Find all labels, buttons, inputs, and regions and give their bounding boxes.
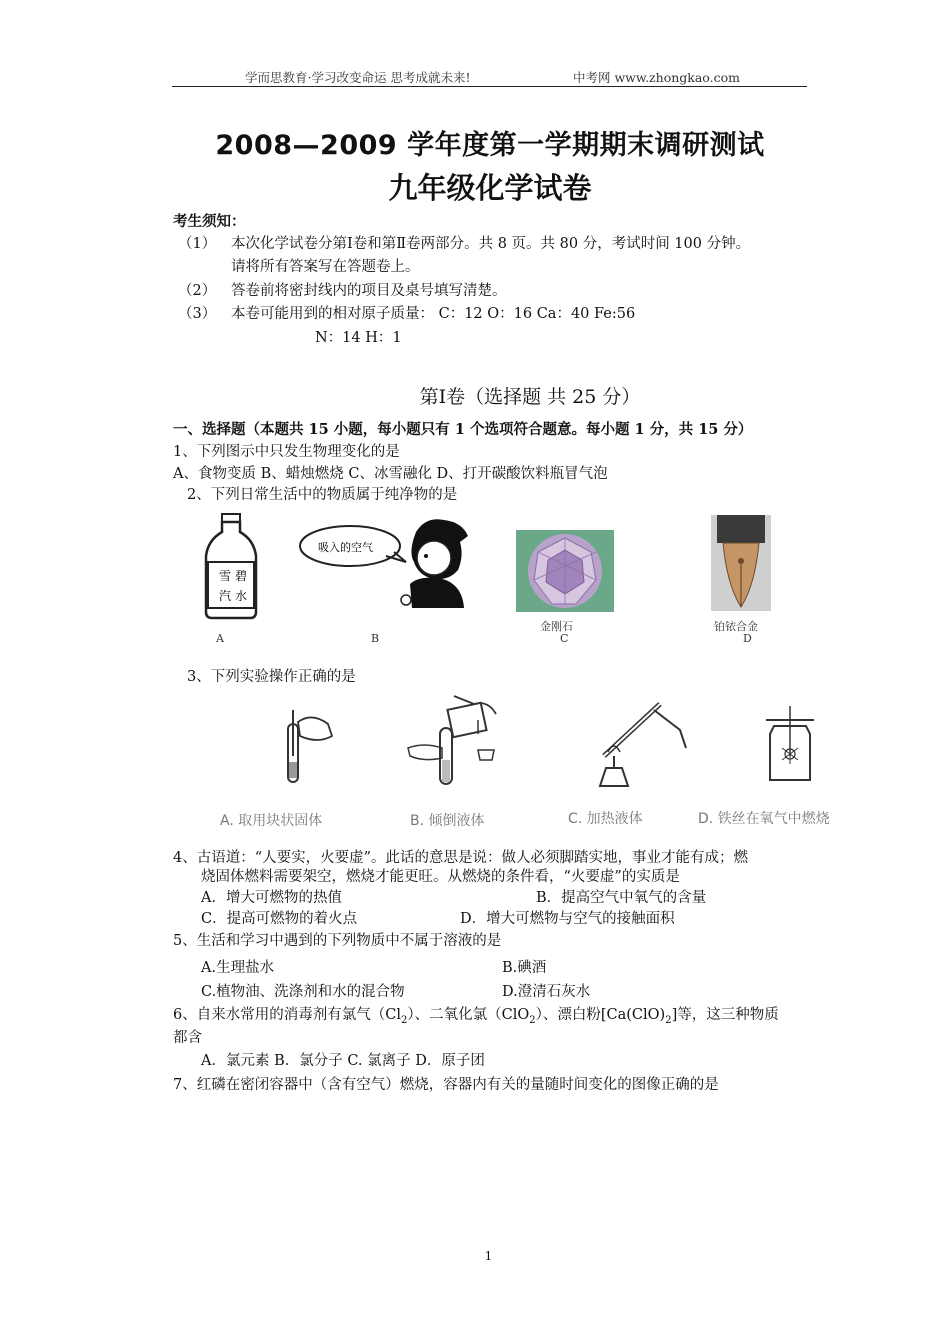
bottle-label-4: 水 bbox=[235, 589, 248, 603]
q2-stem: 2、下列日常生活中的物质属于纯净物的是 bbox=[187, 487, 458, 503]
notice-num-2: （2） bbox=[178, 283, 217, 299]
q6-stem bbox=[173, 1005, 779, 1031]
q4-option-c: C．提高可燃物的着火点 bbox=[201, 911, 358, 927]
q6-stem-c: ）、漂白粉[Ca(ClO) bbox=[535, 1007, 666, 1023]
q6-stem-d: ]等，这三种物质 bbox=[671, 1007, 779, 1023]
header-right-text: 中考网 www.zhongkao.com bbox=[573, 70, 740, 85]
q4-option-d: D．增大可燃物与空气的接触面积 bbox=[460, 911, 675, 927]
q5-stem: 5、生活和学习中遇到的下列物质中不属于溶液的是 bbox=[173, 933, 502, 949]
heat-liquid-picture bbox=[594, 696, 690, 792]
notice-num-3: （3） bbox=[178, 306, 217, 322]
q6-stem-cont: 都含 bbox=[173, 1030, 202, 1046]
part-heading: 一、选择题（本题共 15 小题，每小题只有 1 个选项符合题意。每小题 1 分，共 15 分） bbox=[173, 421, 753, 438]
q3-stem: 3、下列实验操作正确的是 bbox=[187, 669, 356, 685]
notice-text-1: 本次化学试卷分第Ⅰ卷和第Ⅱ卷两部分。共 8 页。共 80 分，考试时间 100 分钟。 bbox=[231, 236, 751, 252]
bottle-label-2: 碧 bbox=[235, 569, 248, 583]
pour-liquid-picture bbox=[404, 690, 504, 790]
header-divider bbox=[172, 86, 807, 87]
exam-title: 2008—2009 学年度第一学期期末调研测试 bbox=[215, 130, 765, 161]
q7-stem: 7、红磷在密闭容器中（含有空气）燃烧，容器内有关的量随时间变化的图像正确的是 bbox=[173, 1077, 719, 1093]
q6-sub-2: 2 bbox=[529, 1014, 536, 1026]
soda-bottle-picture bbox=[196, 512, 266, 620]
page-number: 1 bbox=[484, 1249, 493, 1263]
bottle-label-3: 汽 bbox=[219, 589, 232, 603]
q6-options: A．氯元素 B．氯分子 C. 氯离子 D．原子团 bbox=[201, 1053, 485, 1069]
q5-option-a: A.生理盐水 bbox=[201, 960, 275, 976]
q6-stem-b: ）、二氧化氯（ClO bbox=[407, 1007, 530, 1023]
q5-option-c: C.植物油、洗涤剂和水的混合物 bbox=[201, 984, 405, 1000]
q4-stem-cont: 烧固体燃料需要架空，燃烧才能更旺。从燃烧的条件看，“火要虚”的实质是 bbox=[201, 869, 680, 885]
q2-caption-a: A bbox=[216, 632, 224, 645]
q3-caption-b: B. 倾倒液体 bbox=[410, 813, 485, 829]
q6-sub-1: 2 bbox=[400, 1014, 408, 1026]
bubble-text: 吸入的空气 bbox=[318, 541, 373, 554]
notice-text-3: 本卷可能用到的相对原子质量： C：12 O：16 Ca：40 Fe:56 bbox=[231, 306, 636, 322]
q2-caption-c: C bbox=[560, 632, 569, 645]
fountain-pen-picture bbox=[711, 515, 771, 611]
q6-sub-3: 2 bbox=[665, 1014, 672, 1026]
q6-stem-a: 6、自来水常用的消毒剂有氯气（Cl bbox=[173, 1007, 401, 1023]
notice-text-1-cont: 请将所有答案写在答题卷上。 bbox=[231, 259, 420, 275]
q3-caption-a: A. 取用块状固体 bbox=[220, 813, 323, 829]
notice-text-3-cont: N：14 H：1 bbox=[315, 330, 402, 346]
notice-num-1: （1） bbox=[178, 236, 217, 252]
q5-option-d: D.澄清石灰水 bbox=[502, 984, 591, 1000]
q2-caption-diamond: 金刚石 bbox=[540, 620, 573, 633]
q3-caption-c: C. 加热液体 bbox=[568, 811, 643, 827]
q4-option-a: A．增大可燃物的热值 bbox=[201, 890, 342, 906]
q2-caption-b: B bbox=[371, 632, 380, 645]
diamond-picture bbox=[516, 530, 614, 612]
q1-options: A、食物变质 B、蜡烛燃烧 C、冰雪融化 D、打开碳酸饮料瓶冒气泡 bbox=[173, 466, 608, 482]
section-title: 第Ⅰ卷（选择题 共 25 分） bbox=[419, 386, 641, 408]
q4-option-b: B．提高空气中氧气的含量 bbox=[536, 890, 707, 906]
q2-caption-d: D bbox=[743, 632, 752, 645]
boy-breathing-picture bbox=[298, 512, 473, 612]
exam-subtitle: 九年级化学试卷 bbox=[388, 171, 592, 205]
bottle-label-1: 雪 bbox=[219, 569, 232, 583]
q5-option-b: B.碘酒 bbox=[502, 960, 547, 976]
notice-text-2: 答卷前将密封线内的项目及桌号填写清楚。 bbox=[231, 283, 507, 299]
q3-caption-d: D. 铁丝在氧气中燃烧 bbox=[698, 811, 830, 827]
q4-stem: 4、古语道：“人要实，火要虚”。此话的意思是说：做人必须脚踏实地，事业才能有成；燃 bbox=[173, 850, 749, 866]
iron-burning-picture bbox=[760, 704, 820, 784]
solid-sampling-picture bbox=[278, 700, 338, 786]
notice-heading: 考生须知： bbox=[173, 213, 246, 230]
q1-stem: 1、下列图示中只发生物理变化的是 bbox=[173, 444, 400, 460]
q2-caption-alloy: 铂铱合金 bbox=[714, 620, 758, 633]
header-left-text: 学而思教育·学习改变命运 思考成就未来! bbox=[245, 70, 471, 85]
